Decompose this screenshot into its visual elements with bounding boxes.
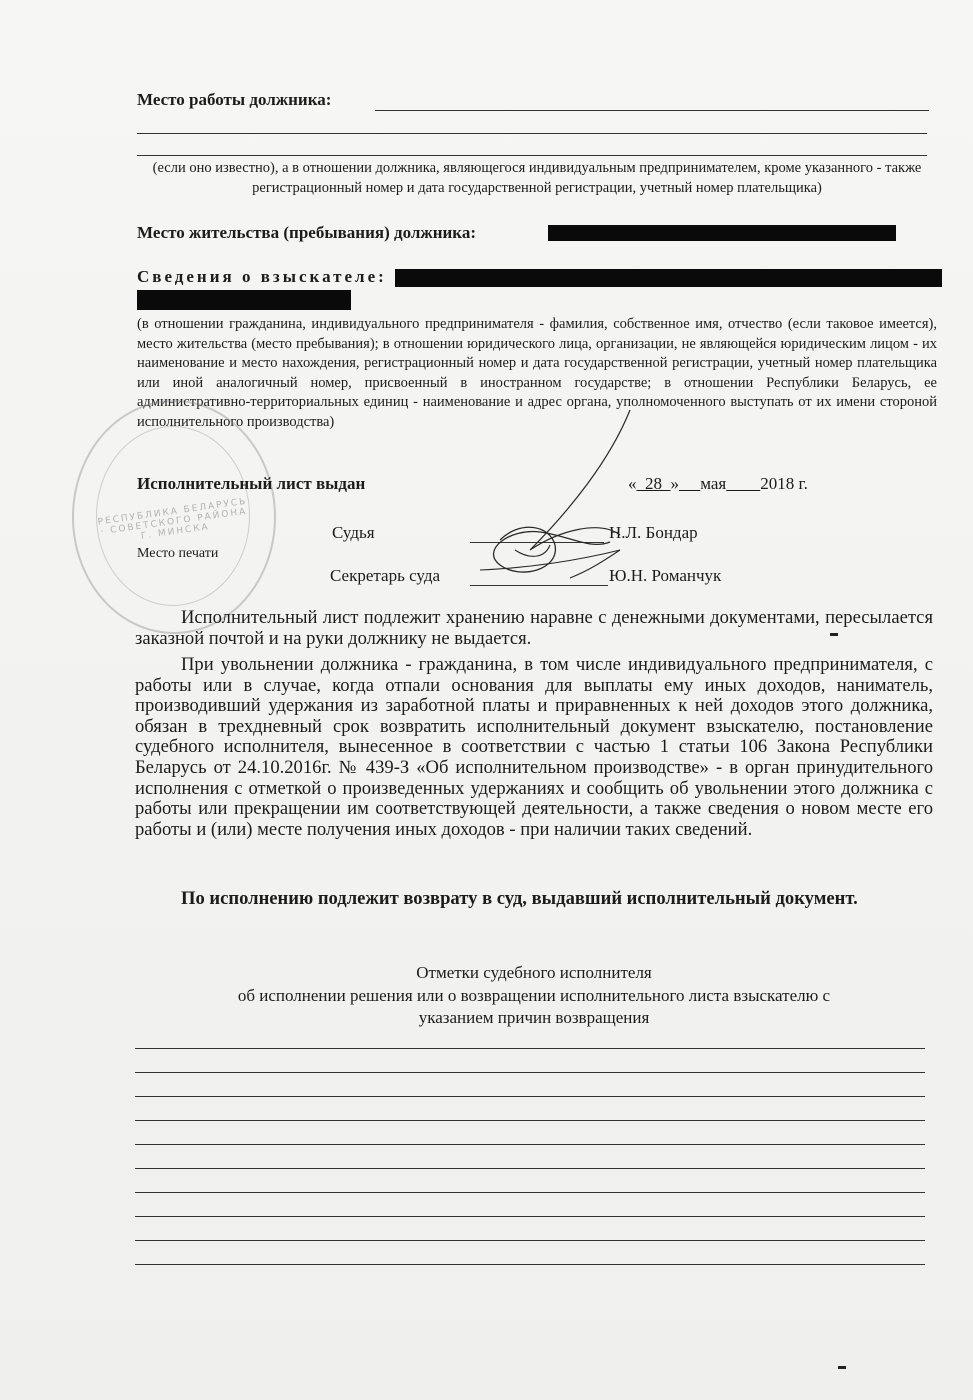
secretary-name: Ю.Н. Романчук [609,566,722,585]
workplace-line-1 [375,110,929,111]
marks-line [135,1264,925,1265]
workplace-note: (если оно известно), а в отношении должника, являющегося индивидуальным предпринимателем, кроме указанного - также регистрационный номер и дата государственной регистрации, учетный номер плательщика) [152,160,922,196]
paragraph-dismissal: При увольнении должника - гражданина, в том числе индивидуального предпринимателя, с работы или в случае, когда отпали основания для выплаты ему иных доходов, наниматель, производивший удержания из заработной платы и приравненных к ней доходов этого должника, обязан в трехдневный срок возвратить исполнительный документ взыскателю, постановление судебного исполнителя, вынесенное в соответствии с частью 1 статьи 106 Закона Республики Беларусь от 24.10.2016г. № 439-З «Об исполнительном производстве» - в орган принудительного исполнения с отметкой о произведенных удержаниях и сообщить об увольнении этого должника с работы или прекращении им соответствующей деятельности, а также сведения о новом месте его работы и (или) месте получения иных доходов - при наличии таких сведений. [135,654,933,840]
secretary-label: Секретарь суда [330,566,441,585]
stamp-place-label: Место печати [137,546,219,561]
judge-label: Судья [332,523,375,542]
marks-line [135,1096,925,1097]
redaction-residence [548,225,896,241]
stamp-text: РЕСПУБЛИКА БЕЛАРУСЬ · СОВЕТСКОГО РАЙОНА Г. МИНСКА [97,496,249,542]
issued-month: мая [700,474,727,493]
marks-line [135,1168,925,1169]
marks-line [135,1120,925,1121]
issued-label: Исполнительный лист выдан [137,474,366,493]
date-close-quote: » [670,474,679,493]
creditor-note: (в отношении гражданина, индивидуального предпринимателя - фамилия, собственное имя, отчество (если таковое имеется), место жительства (место пребывания); в отношении юридического лица, организации, не являющейся юридическим лицом - их наименование и место нахождения, регистрационный номер и дата государственной регистрации, учетный номер плательщика или иной аналогичный номер, присвоенный в иностранном государстве; в отношении Республики Беларусь, ее административно-территориальных единиц - наименование и адрес органа, уполномоченного выступать от их имени стороной исполнительного производства) [137,316,937,430]
workplace-label: Место работы должника: [137,90,332,109]
marks-line [135,1144,925,1145]
issued-day: 28 [645,474,662,493]
marks-line [135,1192,925,1193]
marks-line [135,1240,925,1241]
speck [838,1366,846,1369]
marks-heading-1: Отметки судебного исполнителя [416,963,652,982]
paragraph-return: По исполнению подлежит возврату в суд, выдавший исполнительный документ. [181,888,858,909]
redaction-creditor-2 [137,290,351,310]
marks-line [135,1072,925,1073]
issued-year: 2018 г. [760,474,808,493]
marks-heading-3: указанием причин возвращения [418,1008,650,1027]
residence-label: Место жительства (пребывания) должника: [137,223,477,242]
workplace-line-2 [137,133,927,134]
handwritten-signature [420,400,680,600]
workplace-line-3 [137,155,927,156]
creditor-label: Сведения о взыскателе: [137,267,387,286]
marks-line [135,1048,925,1049]
redaction-creditor-1 [395,269,942,287]
judge-name: Н.Л. Бондар [609,523,698,542]
marks-line [135,1216,925,1217]
court-stamp [72,400,276,634]
speck [830,633,838,636]
paragraph-storage: Исполнительный лист подлежит хранению наравне с денежными документами, пересылается заказной почтой и на руки должнику не выдается. [135,607,933,649]
marks-heading-2: об исполнении решения или о возвращении исполнительного листа взыскателю с [237,986,831,1005]
date-open-quote: « [628,474,637,493]
